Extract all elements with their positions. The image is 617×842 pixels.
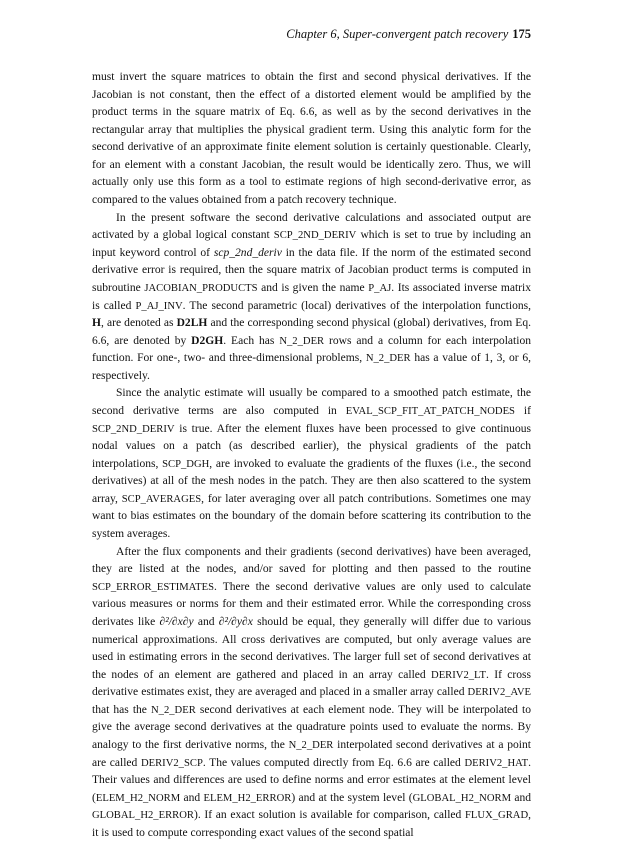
code-identifier: SCP_2ND_DERIV — [273, 230, 357, 242]
matrix-symbol: D2LH — [176, 317, 208, 330]
code-identifier: SCP_AVERAGES — [121, 493, 202, 505]
code-identifier: ELEM_H2_ERROR — [203, 792, 292, 804]
code-identifier: N_2_DER — [365, 353, 411, 365]
code-identifier: ELEM_H2_NORM — [95, 792, 181, 804]
running-header — [92, 26, 531, 42]
page-number: 175 — [512, 27, 531, 41]
code-identifier: GLOBAL_H2_NORM — [412, 792, 512, 804]
code-identifier: DERIV2_LT — [431, 669, 487, 681]
paragraph: After the flux components and their gradients (second derivatives) have been averaged, they are listed at the nodes, and/or saved for plotting and then passed to the routine SCP_ERROR_ESTIMATES. There the second derivative values are only used to calculate various measures or norms for them and their estimated error. While the corresponding cross derivates like ∂²/∂x∂y and ∂²/∂y∂x should be equal, they generally will differ due to various numerical approximations. All cross derivatives are computed, but only average values are used in estimating errors in the second derivatives. The larger full set of second derivatives at the nodes of an element are gathered and placed in an array called DERIV2_LT. If cross derivative estimates exist, they are averaged and placed in a smaller array called DERIV2_AVE that has the N_2_DER second derivatives at each element node. They will be interpolated to give the average second derivatives at the quadrature points used to evaluate the norms. By analogy to the first derivative norms, the N_2_DER interpolated second derivatives at a point are called DERIV2_SCP. The values computed directly from Eq. 6.6 are called DERIV2_HAT. Their values and differences are used to define norms and error estimates at the element level (ELEM_H2_NORM and ELEM_H2_ERROR) and at the system level (GLOBAL_H2_NORM and GLOBAL_H2_ERROR). If an exact solution is available for comparison, called FLUX_GRAD, it is used to compute corresponding exact values of the second spatial — [92, 545, 532, 839]
code-identifier: SCP_ERROR_ESTIMATES — [92, 581, 215, 593]
paragraph: In the present software the second derivative calculations and associated output are activated by a global logical constant SCP_2ND_DERIV which is set to true by including an input keyword control of scp_2nd_deriv in the data file. If the norm of the estimated second derivative error is required, then the square matrix of Jacobian product terms is computed in subroutine JACOBIAN_PRODUCTS and is given the name P_AJ. Its associated inverse matrix is called P_AJ_INV. The second parametric (local) derivatives of the interpolation functions, H, are denoted as D2LH and the corresponding second physical (global) derivatives, from Eq. 6.6, are denoted by D2GH. Each has N_2_DER rows and a column for each interpolation function. For one-, two- and three-dimensional problems, N_2_DER has a value of 1, 3, or 6, respectively. — [92, 211, 532, 382]
code-identifier: JACOBIAN_PRODUCTS — [144, 282, 258, 294]
body-text — [92, 69, 531, 842]
code-identifier: P_AJ_INV — [135, 300, 183, 312]
code-identifier: DERIV2_HAT — [464, 757, 529, 769]
code-identifier: N_2_DER — [279, 335, 325, 347]
code-identifier: GLOBAL_H2_ERROR — [92, 810, 194, 822]
paragraph: must invert the square matrices to obtain the first and second physical derivatives. If the Jacobian is not constant, then the effect of a distorted element would be amplified by the product terms in the square matrix of Eq. 6.6, as well as by the second derivatives in the rectangular array that multiplies the physical gradient term. Using this analytic form for the second derivative of an approximate finite element solution is certainly questionable. Clearly, for an element with a constant Jacobian, the result would be identically zero. Thus, we will actually only use this form as a tool to estimate regions of high second-derivative error, as compared to the values obtained from a patch recovery technique. — [92, 71, 531, 207]
code-identifier: EVAL_SCP_FIT_AT_PATCH_NODES — [345, 405, 515, 417]
code-identifier: SCP_DGH — [162, 458, 210, 470]
code-identifier: N_2_DER — [150, 704, 196, 716]
code-identifier: N_2_DER — [288, 739, 334, 751]
chapter-title: Chapter 6, Super-convergent patch recovery — [286, 27, 509, 41]
keyword-term: scp_2nd_deriv — [213, 246, 282, 259]
matrix-symbol: D2GH — [191, 334, 224, 347]
paragraph: Since the analytic estimate will usually be compared to a smoothed patch estimate, the second derivative terms are also computed in EVAL_SCP_FIT_AT_PATCH_NODES if SCP_2ND_DERIV is true. After the element fluxes have been processed to give continuous nodal values on a patch (as described earlier), the physical gradients of the patch interpolations, SCP_DGH, are invoked to evaluate the gradients of the fluxes (i.e., the second derivatives) at all of the mesh nodes in the patch. They are then also scattered to the system array, SCP_AVERAGES, for later averaging over all patch contributions. Sometimes one may want to bias estimates on the boundary of the domain before scattering its contribution to the system averages. — [92, 387, 531, 541]
code-identifier: P_AJ — [368, 282, 392, 294]
math-expression: ∂²/∂y∂x — [218, 615, 253, 628]
code-identifier: FLUX_GRAD — [465, 810, 529, 822]
code-identifier: SCP_2ND_DERIV — [92, 423, 175, 435]
matrix-symbol: H — [92, 317, 101, 330]
code-identifier: DERIV2_SCP — [140, 757, 203, 769]
math-expression: ∂²/∂x∂y — [159, 615, 194, 628]
code-identifier: DERIV2_AVE — [467, 687, 531, 699]
